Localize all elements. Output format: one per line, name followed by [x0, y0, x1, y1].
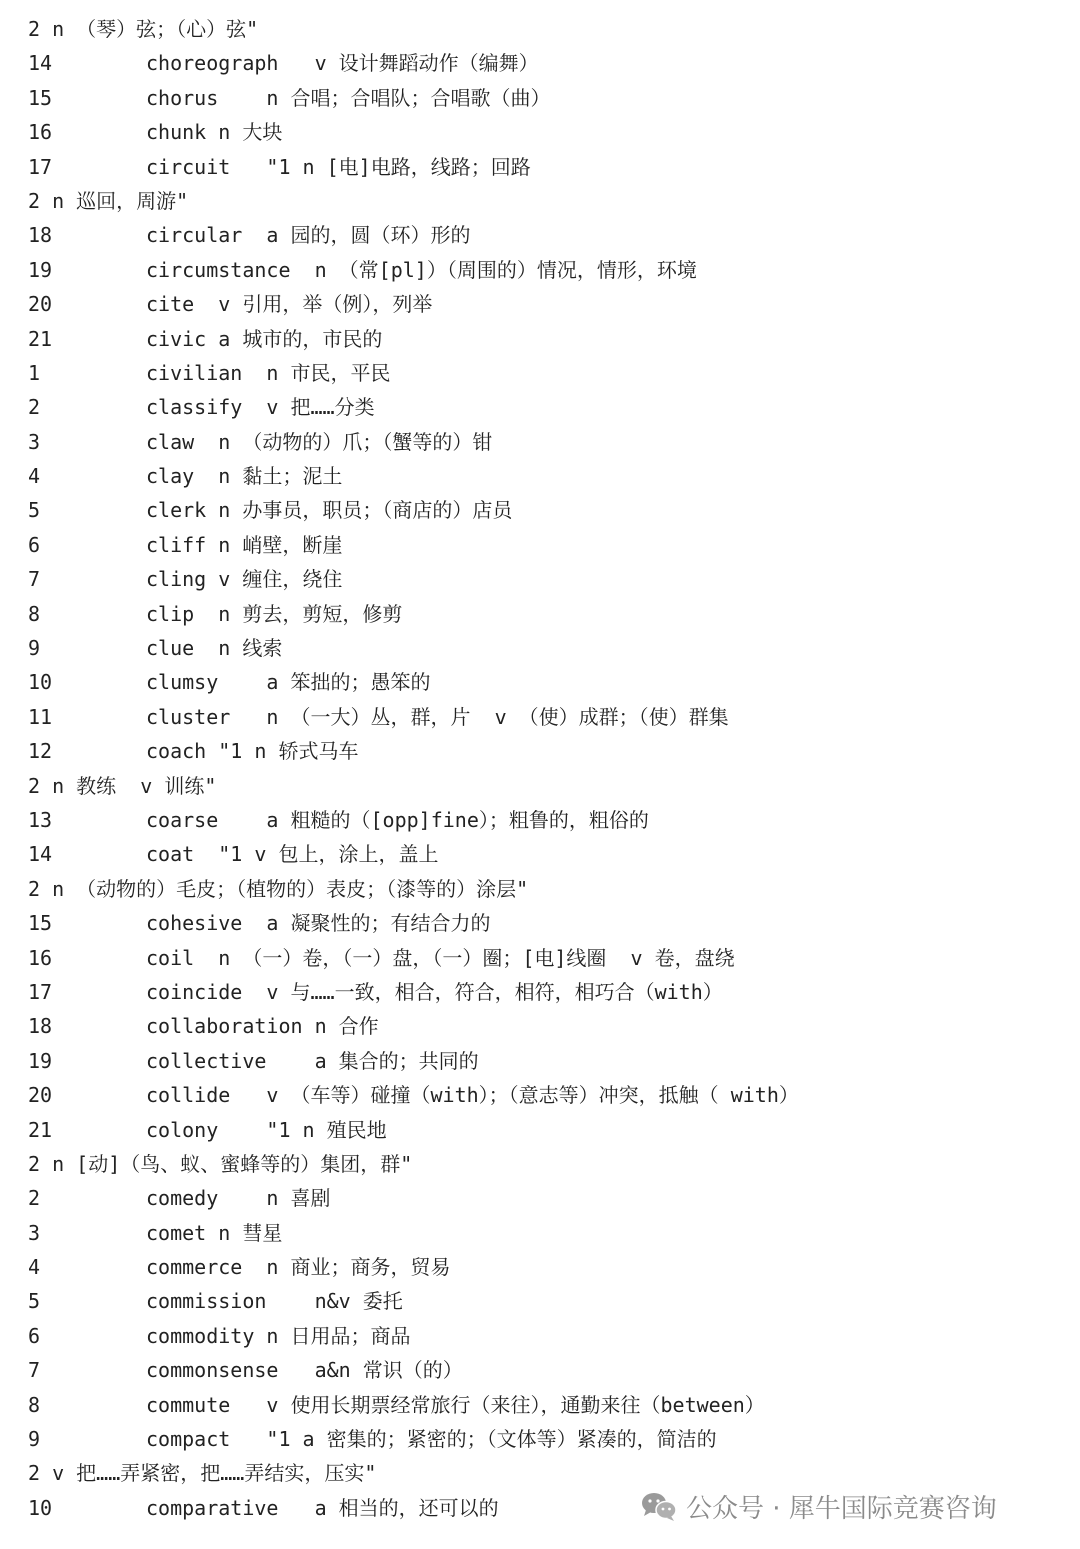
- definition-continuation: [28, 1147, 1068, 1181]
- vocab-entry: [28, 941, 1068, 975]
- entry-definition: circumstance n （常[pl]）（周围的）情况，情形，环境: [146, 257, 697, 282]
- vocab-entry: [28, 1078, 1068, 1112]
- entry-definition: clay n 黏土；泥土: [146, 464, 343, 489]
- entry-number: 19: [28, 1048, 53, 1073]
- entry-definition: clumsy a 笨拙的；愚笨的: [146, 670, 431, 695]
- entry-definition: comparative a 相当的，还可以的: [146, 1495, 499, 1520]
- vocab-entry: [28, 803, 1068, 837]
- entry-number: 5: [28, 1289, 41, 1314]
- entry-number: 16: [28, 945, 53, 970]
- entry-definition: clip n 剪去，剪短，修剪: [146, 601, 403, 626]
- entry-number: 21: [28, 326, 53, 351]
- entry-definition: commission n&v 委托: [146, 1289, 403, 1314]
- entry-number: 10: [28, 1495, 53, 1520]
- vocab-entry: [28, 493, 1068, 527]
- entry-number: 3: [28, 429, 41, 454]
- vocab-entry: [28, 322, 1068, 356]
- vocab-entry: [28, 975, 1068, 1009]
- entry-number: 18: [28, 223, 53, 248]
- entry-definition: cluster n （一大）丛，群，片 v （使）成群；（使）群集: [146, 704, 729, 729]
- entry-number: 9: [28, 636, 41, 661]
- vocab-entry: [28, 1216, 1068, 1250]
- vocabulary-list: [28, 12, 1068, 1525]
- entry-number: 14: [28, 51, 53, 76]
- vocab-entry: [28, 1353, 1068, 1387]
- vocab-entry: [28, 1422, 1068, 1456]
- vocab-entry: [28, 253, 1068, 287]
- entry-number: 18: [28, 1014, 53, 1039]
- entry-definition: commerce n 商业；商务，贸易: [146, 1255, 451, 1280]
- entry-definition: clerk n 办事员，职员；（商店的）店员: [146, 498, 513, 523]
- entry-definition: choreograph v 设计舞蹈动作（编舞）: [146, 51, 539, 76]
- definition-continuation: [28, 769, 1068, 803]
- vocab-entry: [28, 631, 1068, 665]
- entry-definition: commodity n 日用品；商品: [146, 1323, 411, 1348]
- entry-definition: compact "1 a 密集的；紧密的；（文体等）紧凑的，简洁的: [146, 1427, 717, 1452]
- entry-number: 7: [28, 567, 41, 592]
- entry-definition: commute v 使用长期票经常旅行（来往），通勤来往（between）: [146, 1392, 765, 1417]
- vocab-entry: [28, 597, 1068, 631]
- entry-number: 2: [28, 395, 41, 420]
- entry-definition: coil n （一）卷，（一）盘，（一）圈；[电]线圈 v 卷，盘绕: [146, 945, 735, 970]
- entry-number: 11: [28, 704, 53, 729]
- entry-number: 5: [28, 498, 41, 523]
- entry-number: 21: [28, 1117, 53, 1142]
- entry-definition: clue n 线索: [146, 636, 283, 661]
- definition-continuation: [28, 184, 1068, 218]
- continuation-text: 2 v 把……弄紧密，把……弄结实，压实": [28, 1461, 377, 1486]
- entry-number: 6: [28, 532, 41, 557]
- vocab-entry: [28, 1113, 1068, 1147]
- entry-number: 10: [28, 670, 53, 695]
- entry-definition: coincide v 与……一致，相合，符合，相符，相巧合（with）: [146, 979, 723, 1004]
- definition-continuation: [28, 12, 1068, 46]
- watermark-text: 公众号 · 犀牛国际竞赛咨询: [686, 1493, 997, 1524]
- continuation-text: 2 n [动]（鸟、蚁、蜜蜂等的）集团，群": [28, 1151, 413, 1176]
- vocab-entry: [28, 390, 1068, 424]
- entry-number: 6: [28, 1323, 41, 1348]
- vocab-entry: [28, 837, 1068, 871]
- entry-number: 14: [28, 842, 53, 867]
- vocab-entry: [28, 528, 1068, 562]
- entry-number: 9: [28, 1427, 41, 1452]
- entry-number: 4: [28, 464, 41, 489]
- vocab-entry: [28, 1388, 1068, 1422]
- entry-number: 19: [28, 257, 53, 282]
- vocab-entry: [28, 562, 1068, 596]
- entry-number: 1: [28, 360, 41, 385]
- entry-number: 2: [28, 1186, 41, 1211]
- entry-definition: collective a 集合的；共同的: [146, 1048, 479, 1073]
- entry-definition: comet n 彗星: [146, 1220, 283, 1245]
- definition-continuation: [28, 872, 1068, 906]
- vocab-entry: [28, 1044, 1068, 1078]
- vocab-entry: [28, 150, 1068, 184]
- vocab-entry: [28, 46, 1068, 80]
- entry-definition: cohesive a 凝聚性的；有结合力的: [146, 911, 491, 936]
- vocab-entry: [28, 287, 1068, 321]
- vocab-entry: [28, 665, 1068, 699]
- entry-number: 13: [28, 807, 53, 832]
- entry-number: 7: [28, 1358, 41, 1383]
- vocab-entry: [28, 906, 1068, 940]
- entry-number: 12: [28, 739, 53, 764]
- entry-definition: claw n （动物的）爪；（蟹等的）钳: [146, 429, 493, 454]
- entry-number: 20: [28, 1083, 53, 1108]
- entry-definition: colony "1 n 殖民地: [146, 1117, 387, 1142]
- watermark: [640, 1483, 1003, 1529]
- entry-number: 8: [28, 601, 41, 626]
- entry-definition: collaboration n 合作: [146, 1014, 379, 1039]
- entry-definition: comedy n 喜剧: [146, 1186, 331, 1211]
- wechat-icon: [640, 1490, 678, 1522]
- vocab-entry: [28, 425, 1068, 459]
- entry-definition: coarse a 粗糙的（[opp]fine）；粗鲁的，粗俗的: [146, 807, 649, 832]
- continuation-text: 2 n （动物的）毛皮；（植物的）表皮；（漆等的）涂层": [28, 876, 529, 901]
- entry-number: 20: [28, 292, 53, 317]
- vocab-entry: [28, 1284, 1068, 1318]
- vocab-entry: [28, 734, 1068, 768]
- entry-definition: cling v 缠住，绕住: [146, 567, 343, 592]
- entry-definition: civic a 城市的，市民的: [146, 326, 383, 351]
- entry-number: 16: [28, 120, 53, 145]
- vocab-entry: [28, 356, 1068, 390]
- continuation-text: 2 n 教练 v 训练": [28, 773, 217, 798]
- vocab-entry: [28, 1319, 1068, 1353]
- entry-number: 4: [28, 1255, 41, 1280]
- vocab-entry: [28, 218, 1068, 252]
- entry-number: 15: [28, 85, 53, 110]
- entry-number: 3: [28, 1220, 41, 1245]
- vocab-entry: [28, 1250, 1068, 1284]
- entry-definition: civilian n 市民，平民: [146, 360, 391, 385]
- entry-number: 8: [28, 1392, 41, 1417]
- vocab-entry: [28, 81, 1068, 115]
- vocab-entry: [28, 700, 1068, 734]
- entry-definition: collide v （车等）碰撞（with）；（意志等）冲突，抵触（ with）: [146, 1083, 799, 1108]
- entry-number: 17: [28, 154, 53, 179]
- continuation-text: 2 n （琴）弦；（心）弦": [28, 17, 259, 41]
- vocab-entry: [28, 115, 1068, 149]
- continuation-text: 2 n 巡回，周游": [28, 188, 189, 213]
- entry-definition: circuit "1 n [电]电路，线路；回路: [146, 154, 531, 179]
- entry-definition: coach "1 n 轿式马车: [146, 739, 359, 764]
- entry-number: 17: [28, 979, 53, 1004]
- entry-definition: cliff n 峭壁，断崖: [146, 532, 343, 557]
- entry-definition: coat "1 v 包上，涂上，盖上: [146, 842, 439, 867]
- entry-definition: chunk n 大块: [146, 120, 283, 145]
- vocab-entry: [28, 459, 1068, 493]
- entry-definition: classify v 把……分类: [146, 395, 375, 420]
- vocab-entry: [28, 1009, 1068, 1043]
- vocab-entry: [28, 1181, 1068, 1215]
- entry-definition: chorus n 合唱；合唱队；合唱歌（曲）: [146, 85, 551, 110]
- entry-definition: circular a 园的，圆（环）形的: [146, 223, 471, 248]
- entry-number: 15: [28, 911, 53, 936]
- entry-definition: commonsense a&n 常识（的）: [146, 1358, 463, 1383]
- entry-definition: cite v 引用，举（例），列举: [146, 292, 433, 317]
